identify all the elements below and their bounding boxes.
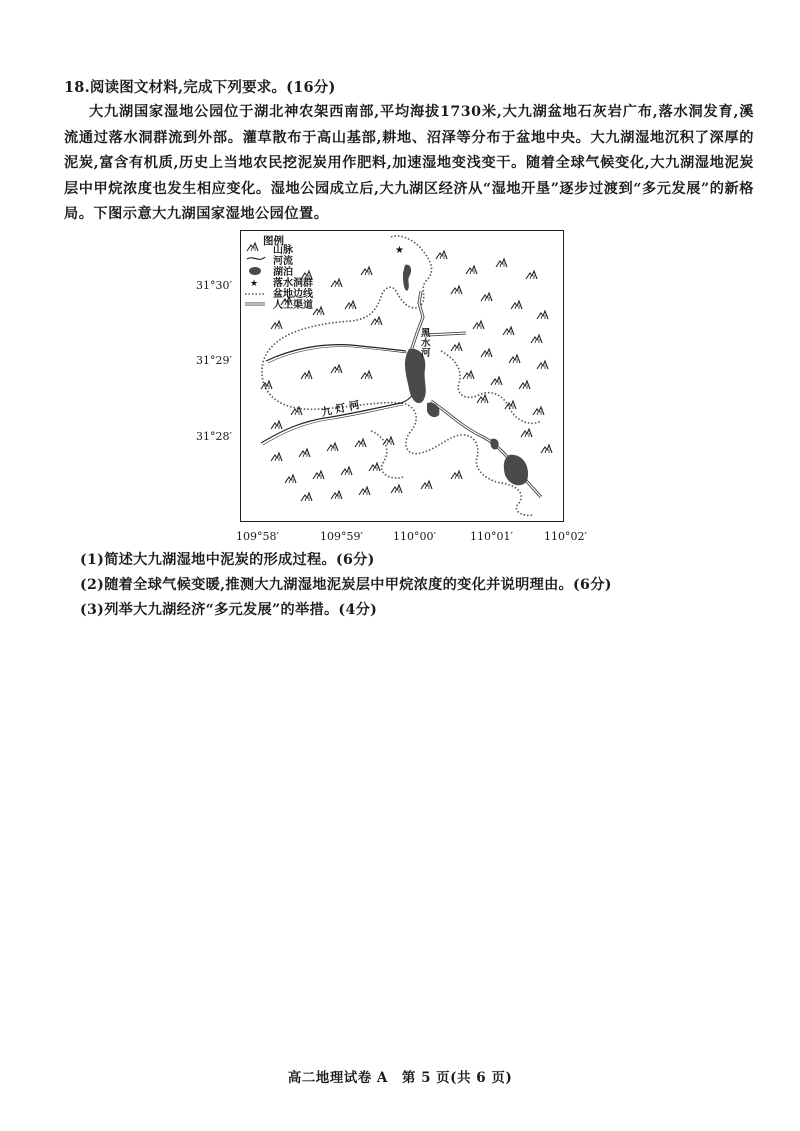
lon-label-1: 109°58′	[236, 530, 279, 543]
legend-item-basin-edge: 盆地边线	[273, 289, 313, 300]
legend-item-channel: 人工渠道	[273, 300, 313, 311]
lat-label-3: 31°28′	[196, 430, 232, 443]
legend-list	[273, 245, 313, 311]
svg-text:★: ★	[395, 245, 404, 256]
legend-title: 图例	[263, 235, 284, 247]
svg-text:★: ★	[250, 279, 259, 289]
river-label: 九 灯 河	[320, 399, 361, 419]
question-header: 18.阅读图文材料,完成下列要求。(16分)	[64, 79, 336, 96]
lon-label-2: 109°59′	[320, 530, 363, 543]
lon-label-3: 110°00′	[393, 530, 436, 543]
sub-question-2: (2)随着全球气候变暖,推测大九湖湿地泥炭层中甲烷浓度的变化并说明理由。(6分)	[80, 577, 612, 593]
lat-label-2: 31°29′	[196, 354, 232, 367]
legend-item-lake: 湖泊	[273, 267, 293, 278]
legend-item-mountain: 山脉	[273, 245, 293, 256]
lon-label-5: 110°02′	[544, 530, 587, 543]
sub-question-3: (3)列举大九湖经济“多元发展”的举措。(4分)	[80, 602, 378, 618]
map-figure	[240, 230, 564, 522]
lat-label-1: 31°30′	[196, 279, 232, 292]
sub-question-1: (1)简述大九湖湿地中泥炭的形成过程。(6分)	[80, 552, 375, 568]
legend-item-river: 河流	[273, 256, 293, 267]
question-paragraph: 大九湖国家湿地公园位于湖北神农架西南部,平均海拔1730米,大九湖盆地石灰岩广布,落水洞发育,溪流通过落水洞群流到外部。灌草散布于高山基部,耕地、沼泽等分布于盆地中央。大九湖湿地沉积了深厚的泥炭,富含有机质,历史上当地农民挖泥炭用作肥料,加速湿地变浅变干。随着全球气候变化,大九湖湿地泥炭层中甲烷浓度也发生相应变化。湿地公园成立后,大九湖区经济从“湿地开垦”逐步过渡到“多元发展”的新格局。下图示意大九湖国家湿地公园位置。	[64, 104, 754, 222]
lon-label-4: 110°01′	[470, 530, 513, 543]
page-footer: 高二地理试卷 A 第 5 页(共 6 页)	[287, 1070, 513, 1086]
channel-label: 黑水河	[421, 328, 431, 359]
legend-item-sinkhole: 落水洞群	[273, 278, 313, 289]
